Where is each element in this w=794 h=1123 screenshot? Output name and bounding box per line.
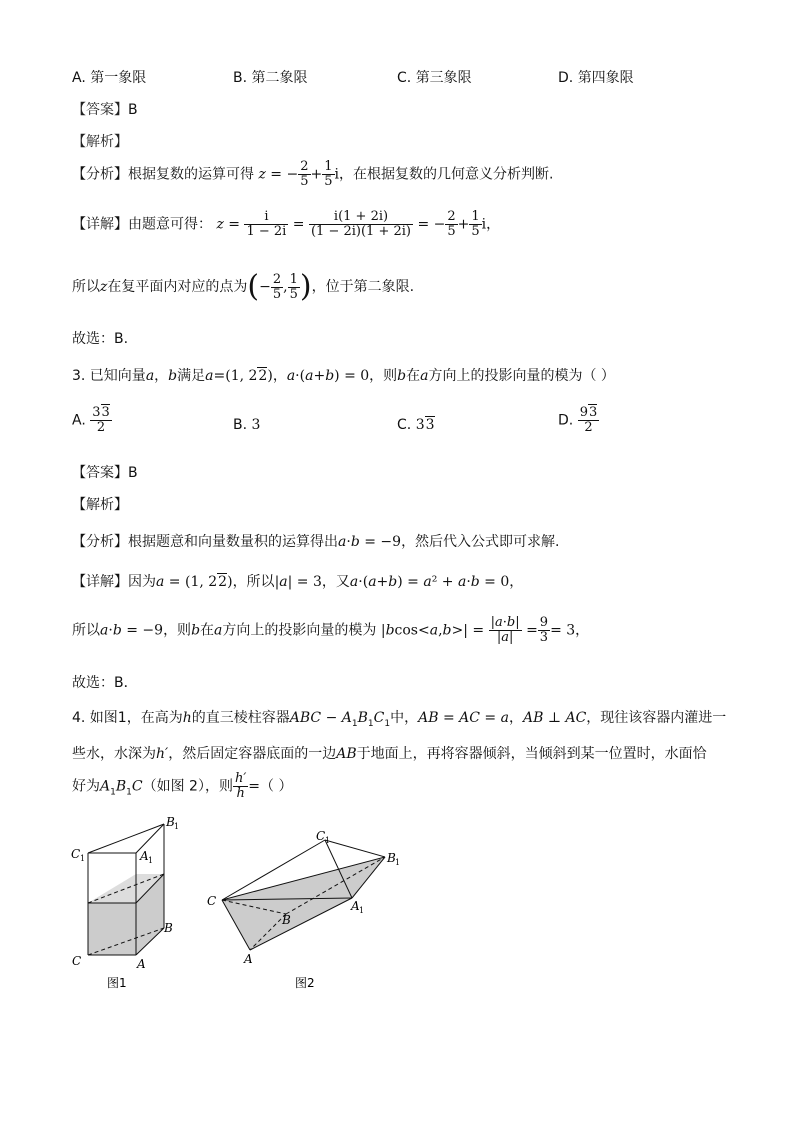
fig2-label-b: B	[282, 913, 291, 927]
q2-detail: 【详解】由题意可得： z = $\frac{i}{1 - 2i}$ = $\frac{i(1 + 2i)}{(1 - 2i)(1 + 2i)}$ = − $\frac{2}{5}$ + $\frac{1}{5}$ i，	[72, 209, 501, 239]
q2-option-b: B. 第二象限	[233, 70, 308, 86]
fig1-label-c1-sub: 1	[80, 854, 86, 863]
q3-option-c: C. 33	[397, 417, 435, 433]
fig1-label-b1-sub: 1	[174, 822, 180, 831]
q3-option-d: D. $\frac{93}{2}$	[558, 405, 598, 435]
fig1-label-a: A	[137, 957, 146, 971]
q3-conclusion: 所以a·b = −9，则b在a方向上的投影向量的模为 |bcos<a,b>| = $\frac{|a\cdot b|}{|a|}$ = $\frac{9}{3}$ = 3，	[72, 615, 590, 645]
fig1-label-a1: A	[140, 849, 149, 863]
q2-option-d: D. 第四象限	[558, 70, 634, 86]
fig2-label-b1: B	[387, 851, 396, 865]
q3-answer: 【答案】B	[72, 465, 138, 481]
q3-fenxi: 【分析】根据题意和向量数量积的运算得出a·b = −9，然后代入公式即可求解.	[72, 534, 560, 550]
fig2-label-a1: A	[351, 899, 360, 913]
q2-answer: 【答案】B	[72, 102, 138, 118]
q4-stem-line3: 好为$A_1B_1C$（如图 2），则 $\frac{h'}{h}$ =（ ）	[72, 771, 293, 801]
fig1-label-b: B	[164, 921, 173, 935]
q2-option-c: C. 第三象限	[397, 70, 472, 86]
fig2-label-a1-sub: 1	[359, 906, 365, 915]
fig1-label-b1: B	[166, 815, 175, 829]
q2-fenxi: 【分析】根据复数的运算可得 z = − $\frac{2}{5}$ + $\frac{1}{5}$ i，在根据复数的几何意义分析判断.	[72, 159, 554, 189]
fig2-caption: 图2	[295, 976, 315, 990]
figure-2-tilted-prism	[222, 840, 385, 950]
q2-option-a: A. 第一象限	[72, 70, 147, 86]
figure-1-prism	[88, 824, 164, 955]
fig2-label-c1: C	[316, 829, 326, 843]
q2-conclusion: 所以z在复平面内对应的点为(− $\frac{2}{5}$ , $\frac{1}{5}$ )，位于第二象限.	[72, 269, 415, 304]
q2-choice: 故选：B.	[72, 331, 129, 347]
fig2-label-a: A	[244, 952, 253, 966]
q3-option-a: A. $\frac{33}{2}$	[72, 405, 110, 435]
fig1-label-c1: C	[71, 847, 81, 861]
q3-option-b: B. 3	[233, 417, 261, 433]
q4-stem-line2: 些水，水深为h′，然后固定容器底面的一边AB于地面上，再将容器倾斜，当倾斜到某一位置时，水面恰	[72, 746, 707, 762]
figures	[60, 810, 420, 1000]
q4-stem-line1: 4. 如图1，在高为h的直三棱柱容器ABC − $A_1B_1C_1$中，AB = AC = a，AB ⊥ AC，现往该容器内灌进一	[72, 710, 727, 729]
q3-choice: 故选：B．	[72, 675, 138, 691]
q3-detail: 【详解】因为a = (1, 22)，所以|a| = 3，又a·(a+b) = a² + a·b = 0，	[72, 574, 524, 590]
fig1-caption: 图1	[107, 976, 127, 990]
fig1-label-a1-sub: 1	[148, 856, 154, 865]
q3-stem: 3. 已知向量a，b满足a=(1, 22)，a·(a+b) = 0，则b在a方向上的投影向量的模为（ ）	[72, 368, 615, 384]
q2-analysis-tag: 【解析】	[72, 134, 128, 150]
fig2-label-c: C	[207, 894, 217, 908]
fig2-label-c1-sub: 1	[325, 836, 331, 845]
fig2-label-b1-sub: 1	[395, 858, 401, 867]
q3-analysis-tag: 【解析】	[72, 497, 128, 513]
fig1-label-c: C	[72, 954, 82, 968]
